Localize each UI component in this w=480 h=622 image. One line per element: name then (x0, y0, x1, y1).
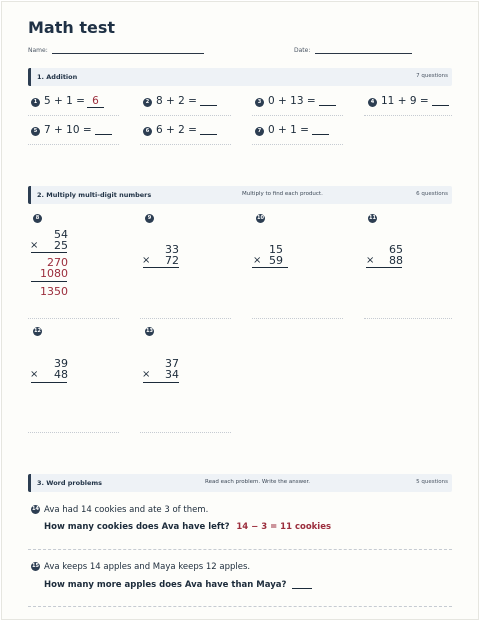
problem-text: 0 + 13 = (268, 95, 316, 107)
dotted-divider (252, 318, 343, 319)
dotted-divider (28, 432, 119, 433)
question-number-badge: 4 (368, 98, 377, 107)
section-addition-header (28, 68, 452, 86)
section-instruction: Multiply to find each product. (242, 191, 323, 197)
multiplicand: 15 (269, 243, 283, 256)
section-title: 3. Word problems (37, 479, 103, 487)
multiplicand: 65 (389, 243, 403, 256)
times-sign: × (30, 369, 39, 380)
worksheet-page (1, 1, 479, 620)
dotted-divider (140, 318, 231, 319)
times-sign: × (142, 255, 151, 266)
answer-field[interactable] (432, 95, 449, 106)
multiplicand: 33 (165, 243, 179, 256)
product-line[interactable] (143, 382, 179, 383)
question-count: 5 questions (416, 479, 448, 485)
times-sign: × (142, 369, 151, 380)
product-line[interactable] (366, 267, 402, 268)
dotted-divider (28, 144, 119, 145)
answer-field[interactable] (200, 124, 217, 135)
date-label: Date: (294, 47, 311, 54)
product-line[interactable] (252, 267, 288, 268)
multiplicand: 54 (54, 228, 68, 241)
section-multiply-header (28, 186, 452, 204)
dotted-divider (252, 144, 343, 145)
dotted-divider (252, 115, 343, 116)
multiplicand: 39 (54, 357, 68, 370)
answer-field[interactable] (319, 95, 336, 106)
dotted-divider (140, 115, 231, 116)
section-word-header (28, 474, 452, 492)
dotted-divider (364, 318, 452, 319)
question-number-badge: 9 (145, 214, 154, 223)
multiplier: 88 (389, 254, 403, 267)
question-number-badge: 5 (31, 127, 40, 136)
addition-problem (381, 95, 449, 107)
question-number-badge: 11 (369, 215, 376, 221)
sum-line (31, 281, 67, 282)
addition-problem (268, 124, 329, 136)
addition-problem (156, 95, 217, 107)
question-number-badge: 2 (143, 98, 152, 107)
word-problem-answer[interactable]: 14 − 3 = 11 cookies (236, 522, 332, 532)
product-line[interactable] (31, 382, 67, 383)
product-line (31, 252, 67, 253)
addition-problem (156, 124, 217, 136)
problem-text: 6 + 2 = (156, 124, 197, 136)
problem-text: 0 + 1 = (268, 124, 309, 136)
dashed-divider (28, 606, 452, 607)
section-instruction: Read each problem. Write the answer. (205, 479, 310, 485)
word-problem-question-row (44, 579, 312, 590)
question-number-badge: 1 (31, 98, 40, 107)
word-problem-question: How many more apples does Ava have than Maya? (44, 580, 287, 590)
answer-field[interactable] (95, 124, 112, 135)
question-number-badge: 8 (33, 214, 42, 223)
dotted-divider (140, 144, 231, 145)
problem-text: 7 + 10 = (44, 124, 92, 136)
question-count: 7 questions (416, 73, 448, 79)
word-problem-answer[interactable] (292, 579, 312, 589)
times-sign: × (366, 255, 375, 266)
question-number-badge: 12 (34, 328, 41, 334)
multiplier: 25 (54, 239, 68, 252)
problem-text: 5 + 1 = (44, 95, 85, 107)
times-sign: × (253, 255, 262, 266)
multiplicand: 37 (165, 357, 179, 370)
multiplier: 72 (165, 254, 179, 267)
word-problem-question-row (44, 522, 331, 532)
question-number-badge: 15 (32, 563, 39, 569)
partial-product[interactable]: 270 (47, 256, 68, 269)
addition-problem (44, 124, 112, 136)
problem-text: 11 + 9 = (381, 95, 429, 107)
addition-problem (268, 95, 336, 107)
page-title: Math test (28, 18, 115, 37)
date-field[interactable] (315, 53, 412, 54)
dotted-divider (28, 115, 119, 116)
answer-field[interactable] (312, 124, 329, 135)
multiplier: 59 (269, 254, 283, 267)
question-number-badge: 10 (257, 215, 264, 221)
section-title: 2. Multiply multi-digit numbers (37, 191, 152, 199)
dotted-divider (28, 318, 119, 319)
question-number-badge: 14 (32, 506, 39, 512)
word-problem-statement: Ava keeps 14 apples and Maya keeps 12 apples. (44, 562, 251, 572)
word-problem-statement: Ava had 14 cookies and ate 3 of them. (44, 505, 209, 515)
word-problem-question: How many cookies does Ava have left? (44, 522, 230, 532)
dotted-divider (140, 432, 231, 433)
answer-field[interactable]: 6 (87, 95, 104, 108)
times-sign: × (30, 240, 39, 251)
question-number-badge: 3 (255, 98, 264, 107)
section-title: 1. Addition (37, 73, 78, 81)
question-number-badge: 6 (143, 127, 152, 136)
dotted-divider (364, 115, 452, 116)
product-line[interactable] (143, 267, 179, 268)
answer-field[interactable] (200, 95, 217, 106)
question-number-badge: 7 (255, 127, 264, 136)
addition-problem (44, 95, 104, 108)
question-count: 6 questions (416, 191, 448, 197)
dashed-divider (28, 549, 452, 550)
name-label: Name: (28, 47, 48, 54)
product-answer[interactable]: 1350 (40, 285, 68, 298)
name-field[interactable] (52, 53, 204, 54)
problem-text: 8 + 2 = (156, 95, 197, 107)
question-number-badge: 13 (146, 328, 153, 334)
multiplier: 34 (165, 368, 179, 381)
multiplier: 48 (54, 368, 68, 381)
partial-product[interactable]: 1080 (40, 267, 68, 280)
